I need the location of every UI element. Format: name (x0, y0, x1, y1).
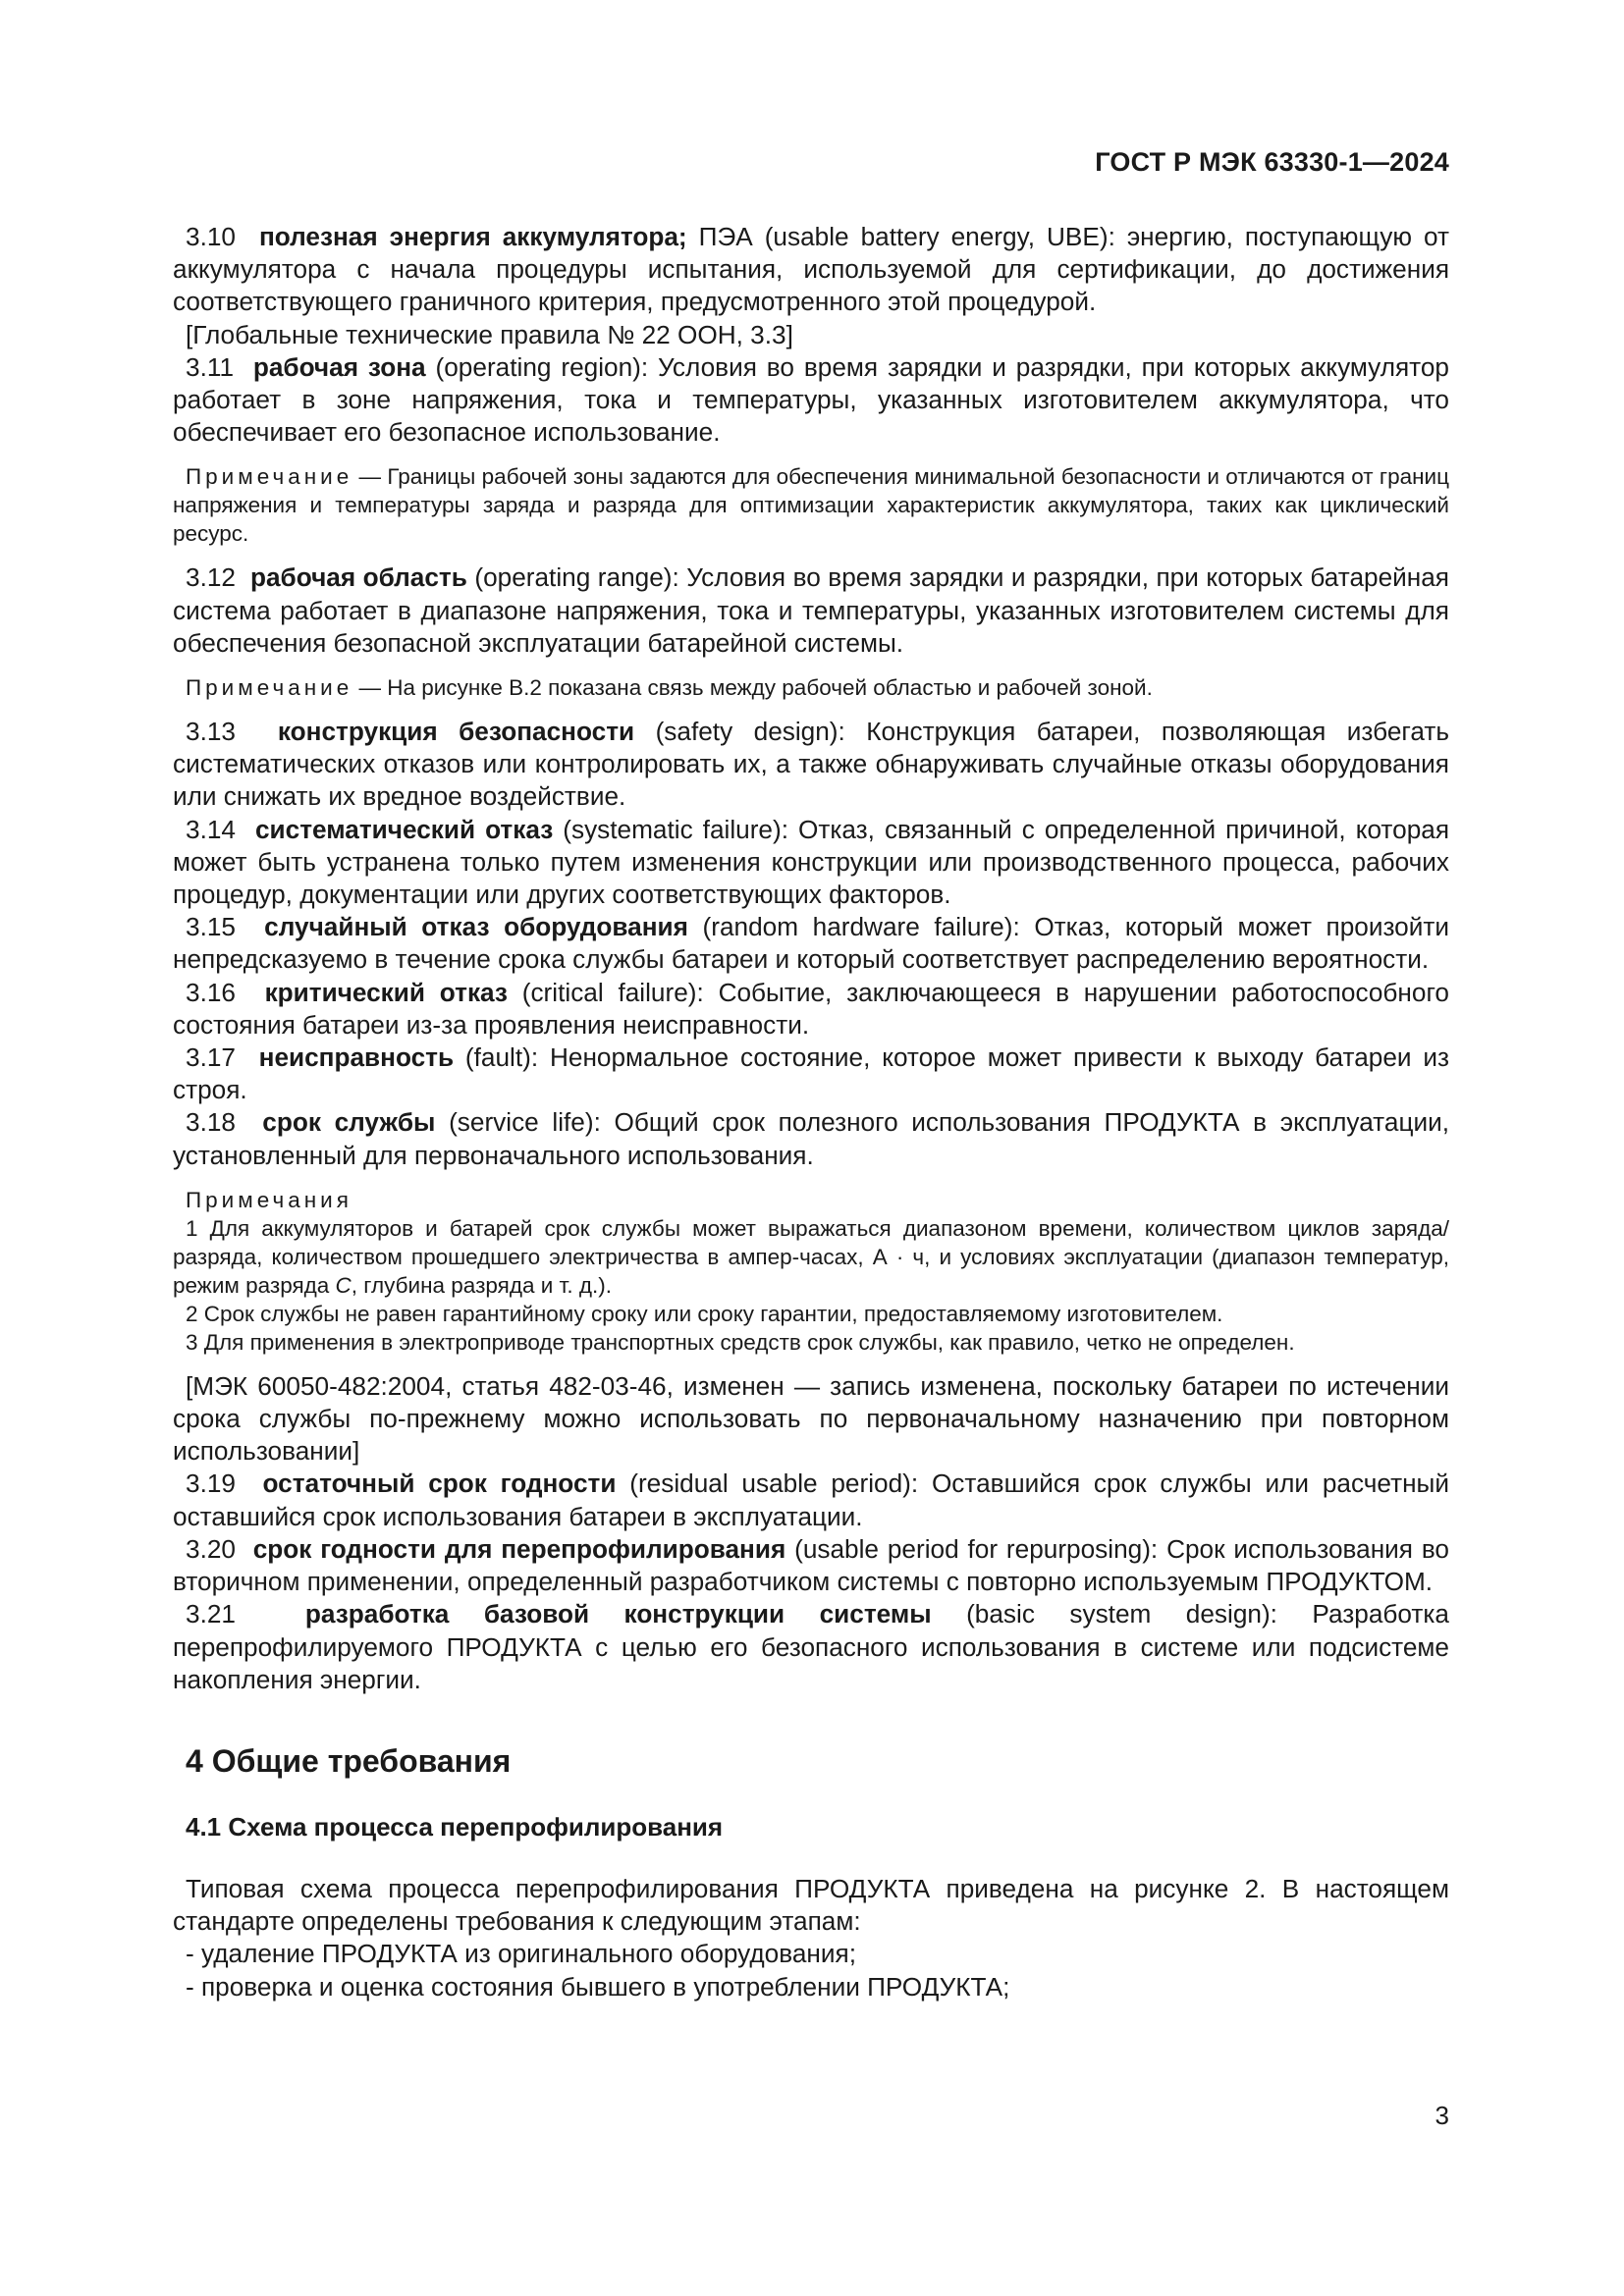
term-3-15 (173, 911, 1449, 976)
term-3-17 (173, 1041, 1449, 1106)
term-3-20 (173, 1533, 1449, 1598)
term-number: 3.20 (186, 1533, 236, 1564)
term-definition: (service life): Общий срок полезного использования ПРОДУКТА в эксплуатации, установленный для первоначального использования. (173, 1107, 1449, 1170)
section-intro: Типовая схема процесса перепрофилирования ПРОДУКТА приведена на рисунке 2. В настоящем стандарте определены требования к следующим этапам: (173, 1873, 1449, 1937)
term-definition: (operating region): Условия во время зарядки и разрядки, при которых аккумулятор работает в зоне напряжения, тока и температуры, указанных изготовителем аккумулятора, что обеспечивает его безопасное использование. (173, 351, 1449, 448)
term-number: 3.14 (186, 814, 236, 844)
note-item-1: 1 Для аккумуляторов и батарей срок службы может выражаться диапазоном времени, количеством циклов заряда/разряда, количеством прошедшего электричества в ампер-часах, А · ч, и условиях эксплуатации (диапазон температур, режим разряда C, глубина разряда и т. д.). (173, 1215, 1449, 1298)
term-3-18 (173, 1106, 1449, 1171)
term-note (173, 462, 1449, 548)
term-name: критический отказ (264, 977, 508, 1007)
term-definition: (operating range): Условия во время зарядки и разрядки, при которых батарейная система работает в диапазоне напряжения, тока и температуры, указанных изготовителем системы для обеспечения безопасной эксплуатации батарейной системы. (173, 562, 1449, 658)
term-definition: (random hardware failure): Отказ, который может произойти непредсказуемо в течение срока службы батареи и который соответствует распределению вероятности. (173, 912, 1449, 975)
term-3-10 (173, 221, 1449, 319)
note-text: — Границы рабочей зоны задаются для обеспечения минимальной безопасности и отличаются от границ напряжения и температуры заряда и разряда для оптимизации характеристик аккумулятора, таких как циклический ресурс. (173, 464, 1449, 547)
notes-heading: Примечания (186, 1187, 352, 1212)
term-name: неисправность (258, 1042, 455, 1073)
term-3-14 (173, 814, 1449, 912)
term-name: разработка базовой конструкции системы (304, 1599, 932, 1629)
term-3-16 (173, 977, 1449, 1041)
note-text: — На рисунке В.2 показана связь между рабочей областью и рабочей зоной. (352, 675, 1153, 701)
note-label: Примечание (186, 675, 353, 701)
term-3-19 (173, 1468, 1449, 1532)
note-item-2: 2 Срок службы не равен гарантийному сроку или сроку гарантии, предоставляемому изготовителем. (186, 1301, 1223, 1326)
term-number: 3.10 (186, 222, 236, 251)
term-name: рабочая зона (252, 351, 426, 382)
term-number: 3.11 (186, 351, 235, 382)
term-name: случайный отказ оборудования (264, 912, 688, 942)
term-definition: ПЭА (usable battery energy, UBE): энергию, поступающую от аккумулятора с начала процедуры испытания, используемой для сертификации, до достижения соответствующего граничного критерия, предусмотренного этой процедурой. (173, 222, 1449, 317)
term-source: [МЭК 60050-482:2004, статья 482-03-46, изменен — запись изменена, поскольку батареи по истечении срока службы по-прежнему можно использовать по первоначальному назначению при повторном использовании] (173, 1370, 1449, 1467)
list-item: - проверка и оценка состояния бывшего в употреблении ПРОДУКТА; (186, 1971, 1010, 2002)
term-number: 3.12 (186, 562, 236, 593)
term-definition: (usable period for repurposing): Срок использования во вторичном применении, определенный разработчиком системы с повторно используемым ПРОДУКТОМ. (173, 1533, 1449, 1597)
term-number: 3.15 (186, 912, 236, 942)
term-definition: (basic system design): Разработка перепрофилируемого ПРОДУКТА с целью его безопасного использования в системе или подсистеме накопления энергии. (173, 1599, 1449, 1694)
term-note (173, 673, 1449, 702)
term-number: 3.17 (186, 1042, 236, 1073)
term-name: срок годности для перепрофилирования (252, 1533, 786, 1564)
term-number: 3.21 (186, 1599, 236, 1629)
term-source: [Глобальные технические правила № 22 ООН, 3.3] (186, 319, 793, 349)
term-name: рабочая область (250, 562, 467, 593)
term-number: 3.13 (186, 717, 236, 747)
document-body (173, 221, 1449, 2003)
term-name: полезная энергия аккумулятора; (258, 222, 687, 251)
term-3-11 (173, 351, 1449, 450)
subsection-heading: 4.1 Схема процесса перепрофилирования (186, 1811, 724, 1842)
term-definition: (safety design): Конструкция батареи, позволяющая избегать систематических отказов или контролировать их, а также обнаруживать случайные отказы оборудования или снижать их вредное воздействие. (173, 717, 1449, 812)
list-item: - удаление ПРОДУКТА из оригинального оборудования; (186, 1939, 856, 1969)
term-definition: (systematic failure): Отказ, связанный с определенной причиной, которая может быть устранена только путем изменения конструкции или производственного процесса, рабочих процедур, документации или других соответствующих факторов. (173, 814, 1450, 910)
page-number: 3 (1435, 2101, 1449, 2130)
notes-3-18 (173, 1186, 1449, 1357)
term-name: систематический отказ (254, 814, 554, 844)
term-number: 3.16 (186, 977, 236, 1007)
term-number: 3.19 (186, 1468, 236, 1499)
note-label: Примечание (186, 464, 353, 490)
document-code: ГОСТ Р МЭК 63330-1—2024 (1095, 147, 1449, 177)
term-3-12 (173, 561, 1449, 660)
term-name: остаточный срок годности (262, 1468, 617, 1499)
term-number: 3.18 (186, 1107, 236, 1138)
term-3-13 (173, 716, 1449, 814)
term-name: конструкция безопасности (277, 717, 635, 747)
term-definition: (residual usable period): Оставшийся срок службы или расчетный оставшийся срок использования батареи в эксплуатации. (173, 1468, 1450, 1531)
term-definition: (fault): Ненормальное состояние, которое может привести к выходу батареи из строя. (173, 1042, 1449, 1105)
section-heading: 4 Общие требования (186, 1742, 512, 1779)
term-name: срок службы (262, 1107, 436, 1138)
note-item-3: 3 Для применения в электроприводе транспортных средств срок службы, как правило, четко не определен. (186, 1329, 1295, 1355)
term-3-21 (173, 1598, 1449, 1696)
term-definition: (critical failure): Событие, заключающееся в нарушении работоспособного состояния батареи из-за проявления неисправности. (173, 977, 1449, 1040)
